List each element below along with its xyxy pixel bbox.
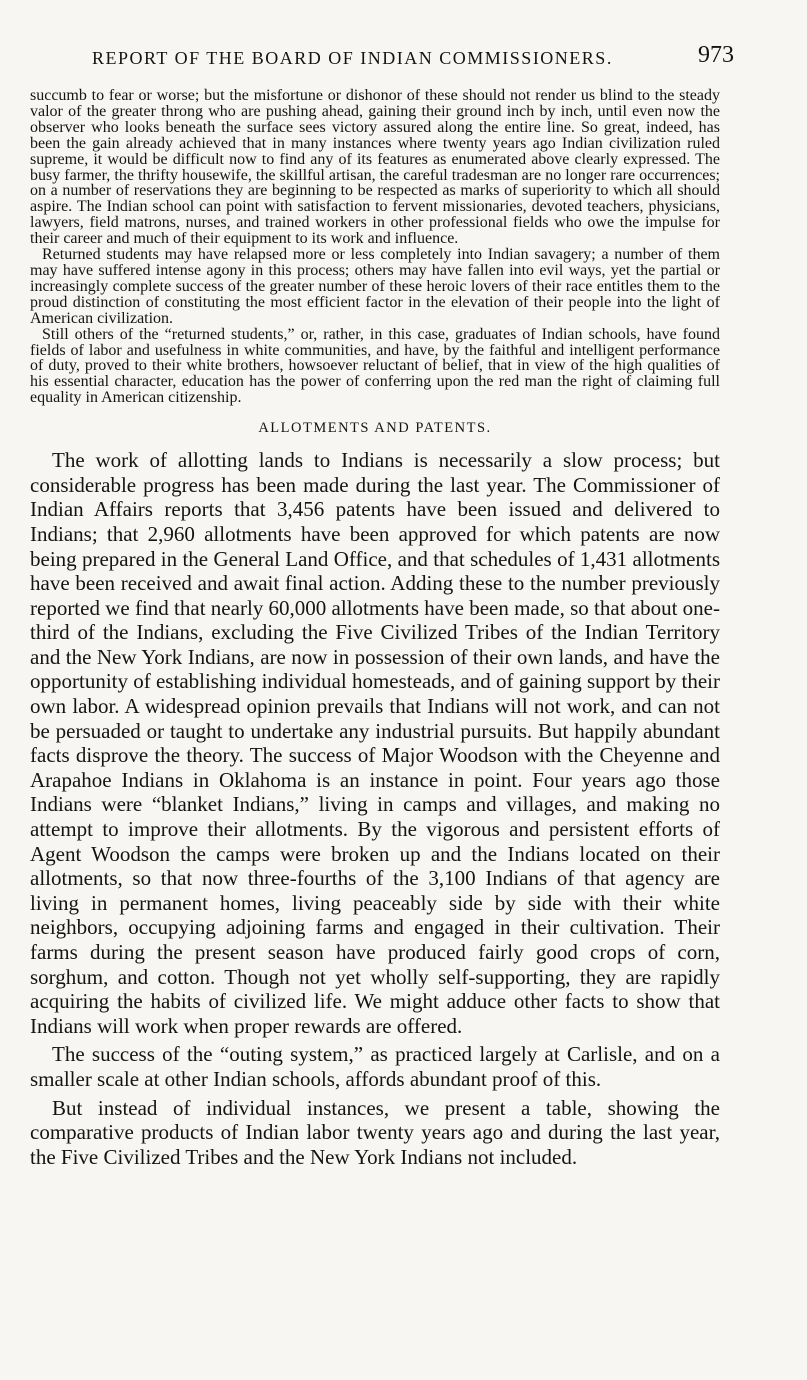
intro-paragraph-1: succumb to fear or worse; but the misfortune or dishonor of these should not render us blind to the steady valor of the greater throng who are pushing ahead, gaining their ground inch by inch, until even now the observer who looks beneath the surface sees victory assured along the entire line. So great, indeed, has been the gain already achieved that in many instances where twenty years ago Indian civilization ruled supreme, it would be difficult now to find any of its features as enumerated above clearly expressed. The busy farmer, the thrifty housewife, the skillful artisan, the careful tradesman are no longer rare occurrences; on a number of reservations they are beginning to be respected as marks of superiority to which all should aspire. The Indian school can point with satisfaction to fervent missionaries, devoted teachers, physicians, lawyers, field matrons, nurses, and trained workers in other professional fields who owe the impulse for their career and much of their equipment to its work and influence. [30,87,720,248]
intro-paragraph-2: Returned students may have relapsed more or less completely into Indian savagery; a number of them may have suffered intense agony in this process; others may have fallen into evil ways, yet the partial or increasingly complete success of the greater number of these heroic lovers of their race entitles them to the proud distinction of constituting the most efficient factor in the elevation of their people into the light of American civilization. [30,246,720,327]
intro-paragraph-3: Still others of the “returned students,” or, rather, in this case, graduates of Indian schools, have found fields of labor and usefulness in white communities, and have, by the faithful and intelligent performance of duty, proved to their white brothers, howsoever reluctant of belief, that in view of the high qualities of his essential character, education has the power of conferring upon the red man the right of claiming full equality in American citizenship. [30,325,720,407]
section-paragraph-2: The success of the “outing system,” as practiced largely at Carlisle, and on a smaller scale at other Indian schools, affords abundant proof of this. [30,1042,720,1091]
section-heading: ALLOTMENTS AND PATENTS. [258,420,492,437]
running-head [30,36,734,70]
page-content [30,36,734,1169]
section-paragraph-1: The work of allotting lands to Indians is necessarily a slow process; but considerable progress has been made during the last year. The Commissioner of Indian Affairs reports that 3,456 patents have been issued and delivered to Indians; that 2,960 allotments have been approved for which patents are now being prepared in the General Land Office, and that schedules of 1,431 allotments have been received and await final action. Adding these to the number previously reported we find that nearly 60,000 allotments have been made, so that about one-third of the Indians, excluding the Five Civilized Tribes of the Indian Territory and the New York Indians, are now in possession of their own lands, and have the opportunity of establishing individual homesteads, and of gaining support by their own labor. A widespread opinion prevails that Indians will not work, and can not be persuaded or taught to undertake any industrial pursuits. But happily abundant facts disprove the theory. The success of Major Woodson with the Cheyenne and Arapahoe Indians in Oklahoma is an instance in point. Four years ago those Indians were “blanket Indians,” living in camps and villages, and making no attempt to improve their allotments. By the vigorous and persistent efforts of Agent Woodson the camps were broken up and the Indians located on their allotments, so that now three-fourths of the 3,100 Indians of that agency are living in permanent homes, living peaceably side by side with their white neighbors, occupying adjoining farms and engaged in their cultivation. Their farms during the present season have produced fairly good crops of corn, sorghum, and cotton. Though not yet wholly self-supporting, they are rapidly acquiring the habits of civilized life. We might adduce other facts to show that Indians will work when proper rewards are offered. [30,448,720,1038]
section-body [30,448,720,1169]
page-number: 973 [698,42,734,68]
intro-text [30,88,720,406]
running-title: REPORT OF THE BOARD OF INDIAN COMMISSIONERS. [92,48,613,68]
section-paragraph-3: But instead of individual instances, we present a table, showing the comparative products of Indian labor twenty years ago and during the last year, the Five Civilized Tribes and the New York Indians not included. [30,1095,720,1169]
